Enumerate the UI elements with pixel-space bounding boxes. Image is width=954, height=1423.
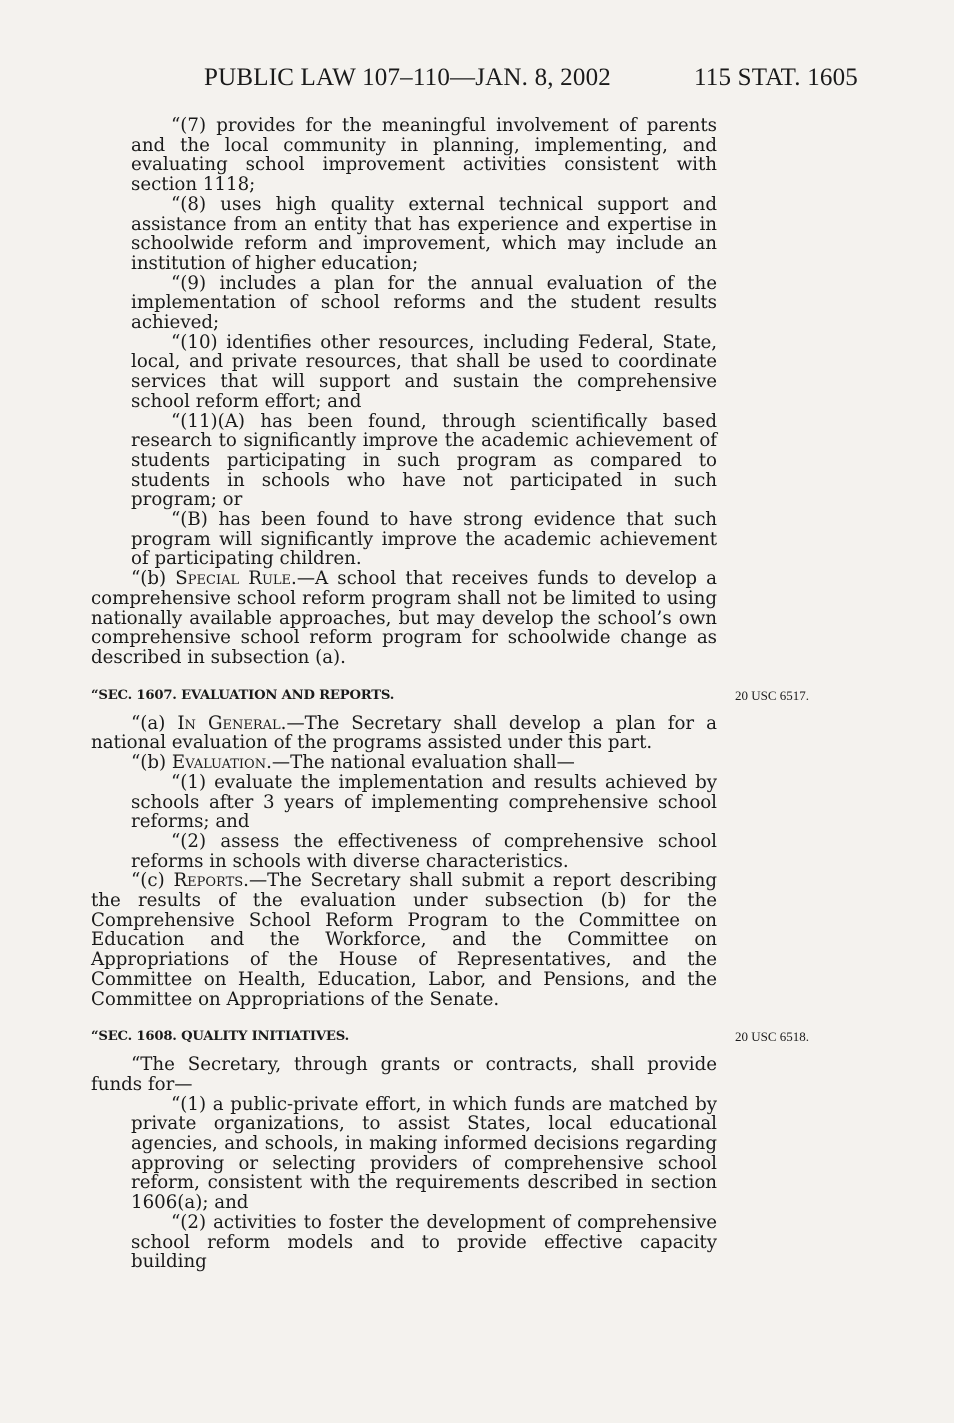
section-1608-heading-row	[91, 1025, 810, 1045]
section-1607-b	[91, 753, 717, 773]
section-1608-usc-note: 20 USC 6518.	[735, 1029, 810, 1045]
special-rule-prefix: “(b)	[131, 568, 176, 590]
paragraph-item-10: “(10) identifies other resources, including Federal, State, local, and private resources, that shall be used to coordinate services that will support and sustain the comprehensive school reform effort; and	[131, 331, 717, 412]
page-header	[170, 64, 858, 98]
section-1608-intro: “The Secretary, through grants or contracts, shall provide funds for—	[91, 1054, 717, 1095]
paragraph-item-9: “(9) includes a plan for the annual evaluation of the implementation of school reforms and the student results achieved;	[131, 272, 717, 334]
section-1608-item-2: “(2) activities to foster the development of comprehensive school reform models and to provide effective capacity building	[131, 1211, 717, 1273]
header-stat-page: 115 STAT. 1605	[694, 64, 858, 91]
section-1607-b-prefix: “(b)	[131, 752, 172, 774]
header-public-law: PUBLIC LAW 107–110—JAN. 8, 2002	[204, 64, 611, 91]
paragraph-item-8: “(8) uses high quality external technical support and assistance from an entity that has experience and expertise in schoolwide reform and improvement, which may include an institution of higher education;	[131, 193, 717, 274]
section-1607-title: “SEC. 1607. EVALUATION AND REPORTS.	[91, 687, 395, 703]
paragraph-item-11b: “(B) has been found to have strong evidence that such program will significantly improve the academic achievement of participating children.	[131, 509, 717, 570]
section-1607-a-prefix: “(a)	[131, 712, 178, 734]
section-1607-b-heading: Evaluation	[171, 752, 267, 774]
section-1607-b-text: .—The national evaluation shall—	[266, 752, 575, 774]
paragraph-special-rule	[91, 569, 717, 668]
special-rule-heading: Special Rule	[175, 568, 292, 590]
special-rule-text: .—A school that receives funds to develop a comprehensive school reform program shall not be limited to using nationally available approaches, but may develop the school’s own comprehensive school reform program for schoolwide change as described in subsection (a).	[91, 568, 718, 668]
section-1608-item-1: “(1) a public-private effort, in which funds are matched by private organizations, to assist States, local educational agencies, and schools, in making informed decisions regarding approving or selecting providers of comprehensive school reform, consistent with the requirements described in section 1606(a); and	[131, 1093, 717, 1214]
section-1607-c-heading: Reports	[173, 870, 244, 892]
section-1608-title: “SEC. 1608. QUALITY INITIATIVES.	[91, 1029, 349, 1045]
section-1607-a-heading: In General	[177, 712, 281, 734]
paragraph-item-7: “(7) provides for the meaningful involvement of parents and the local community in planning, implementing, and evaluating school improvement activities consistent with section 1118;	[131, 115, 717, 196]
paragraph-item-11a: “(11)(A) has been found, through scientifically based research to significantly improve the academic achievement of students participating in such program as compared to students in schools who have not participated in such program; or	[131, 410, 717, 511]
document-body	[91, 115, 810, 1273]
section-1607-a-text: .—The Secretary shall develop a plan for a national evaluation of the programs assisted under this part.	[91, 712, 717, 754]
section-1607-heading-row	[91, 684, 810, 704]
section-1607-a	[91, 714, 717, 753]
section-1607-c-text: .—The Secretary shall submit a report describing the results of the evaluation under subsection (b) for the Comprehensive School Reform Program to the Committee on Education and the Workforce, and the Committee on Appropriations of the House of Representatives, and the Committee on Health, Education, Labor, and Pensions, and the Committee on Appropriations of the Senate.	[91, 870, 717, 1010]
section-1607-c-prefix: “(c)	[131, 870, 174, 892]
section-1607-usc-note: 20 USC 6517.	[735, 687, 810, 703]
section-1607-b2: “(2) assess the effectiveness of comprehensive school reforms in schools with diverse characteristics.	[131, 830, 717, 872]
section-1607-b1: “(1) evaluate the implementation and results achieved by schools after 3 years of implementing comprehensive school reforms; and	[131, 771, 717, 833]
section-1607-c	[91, 871, 717, 1009]
